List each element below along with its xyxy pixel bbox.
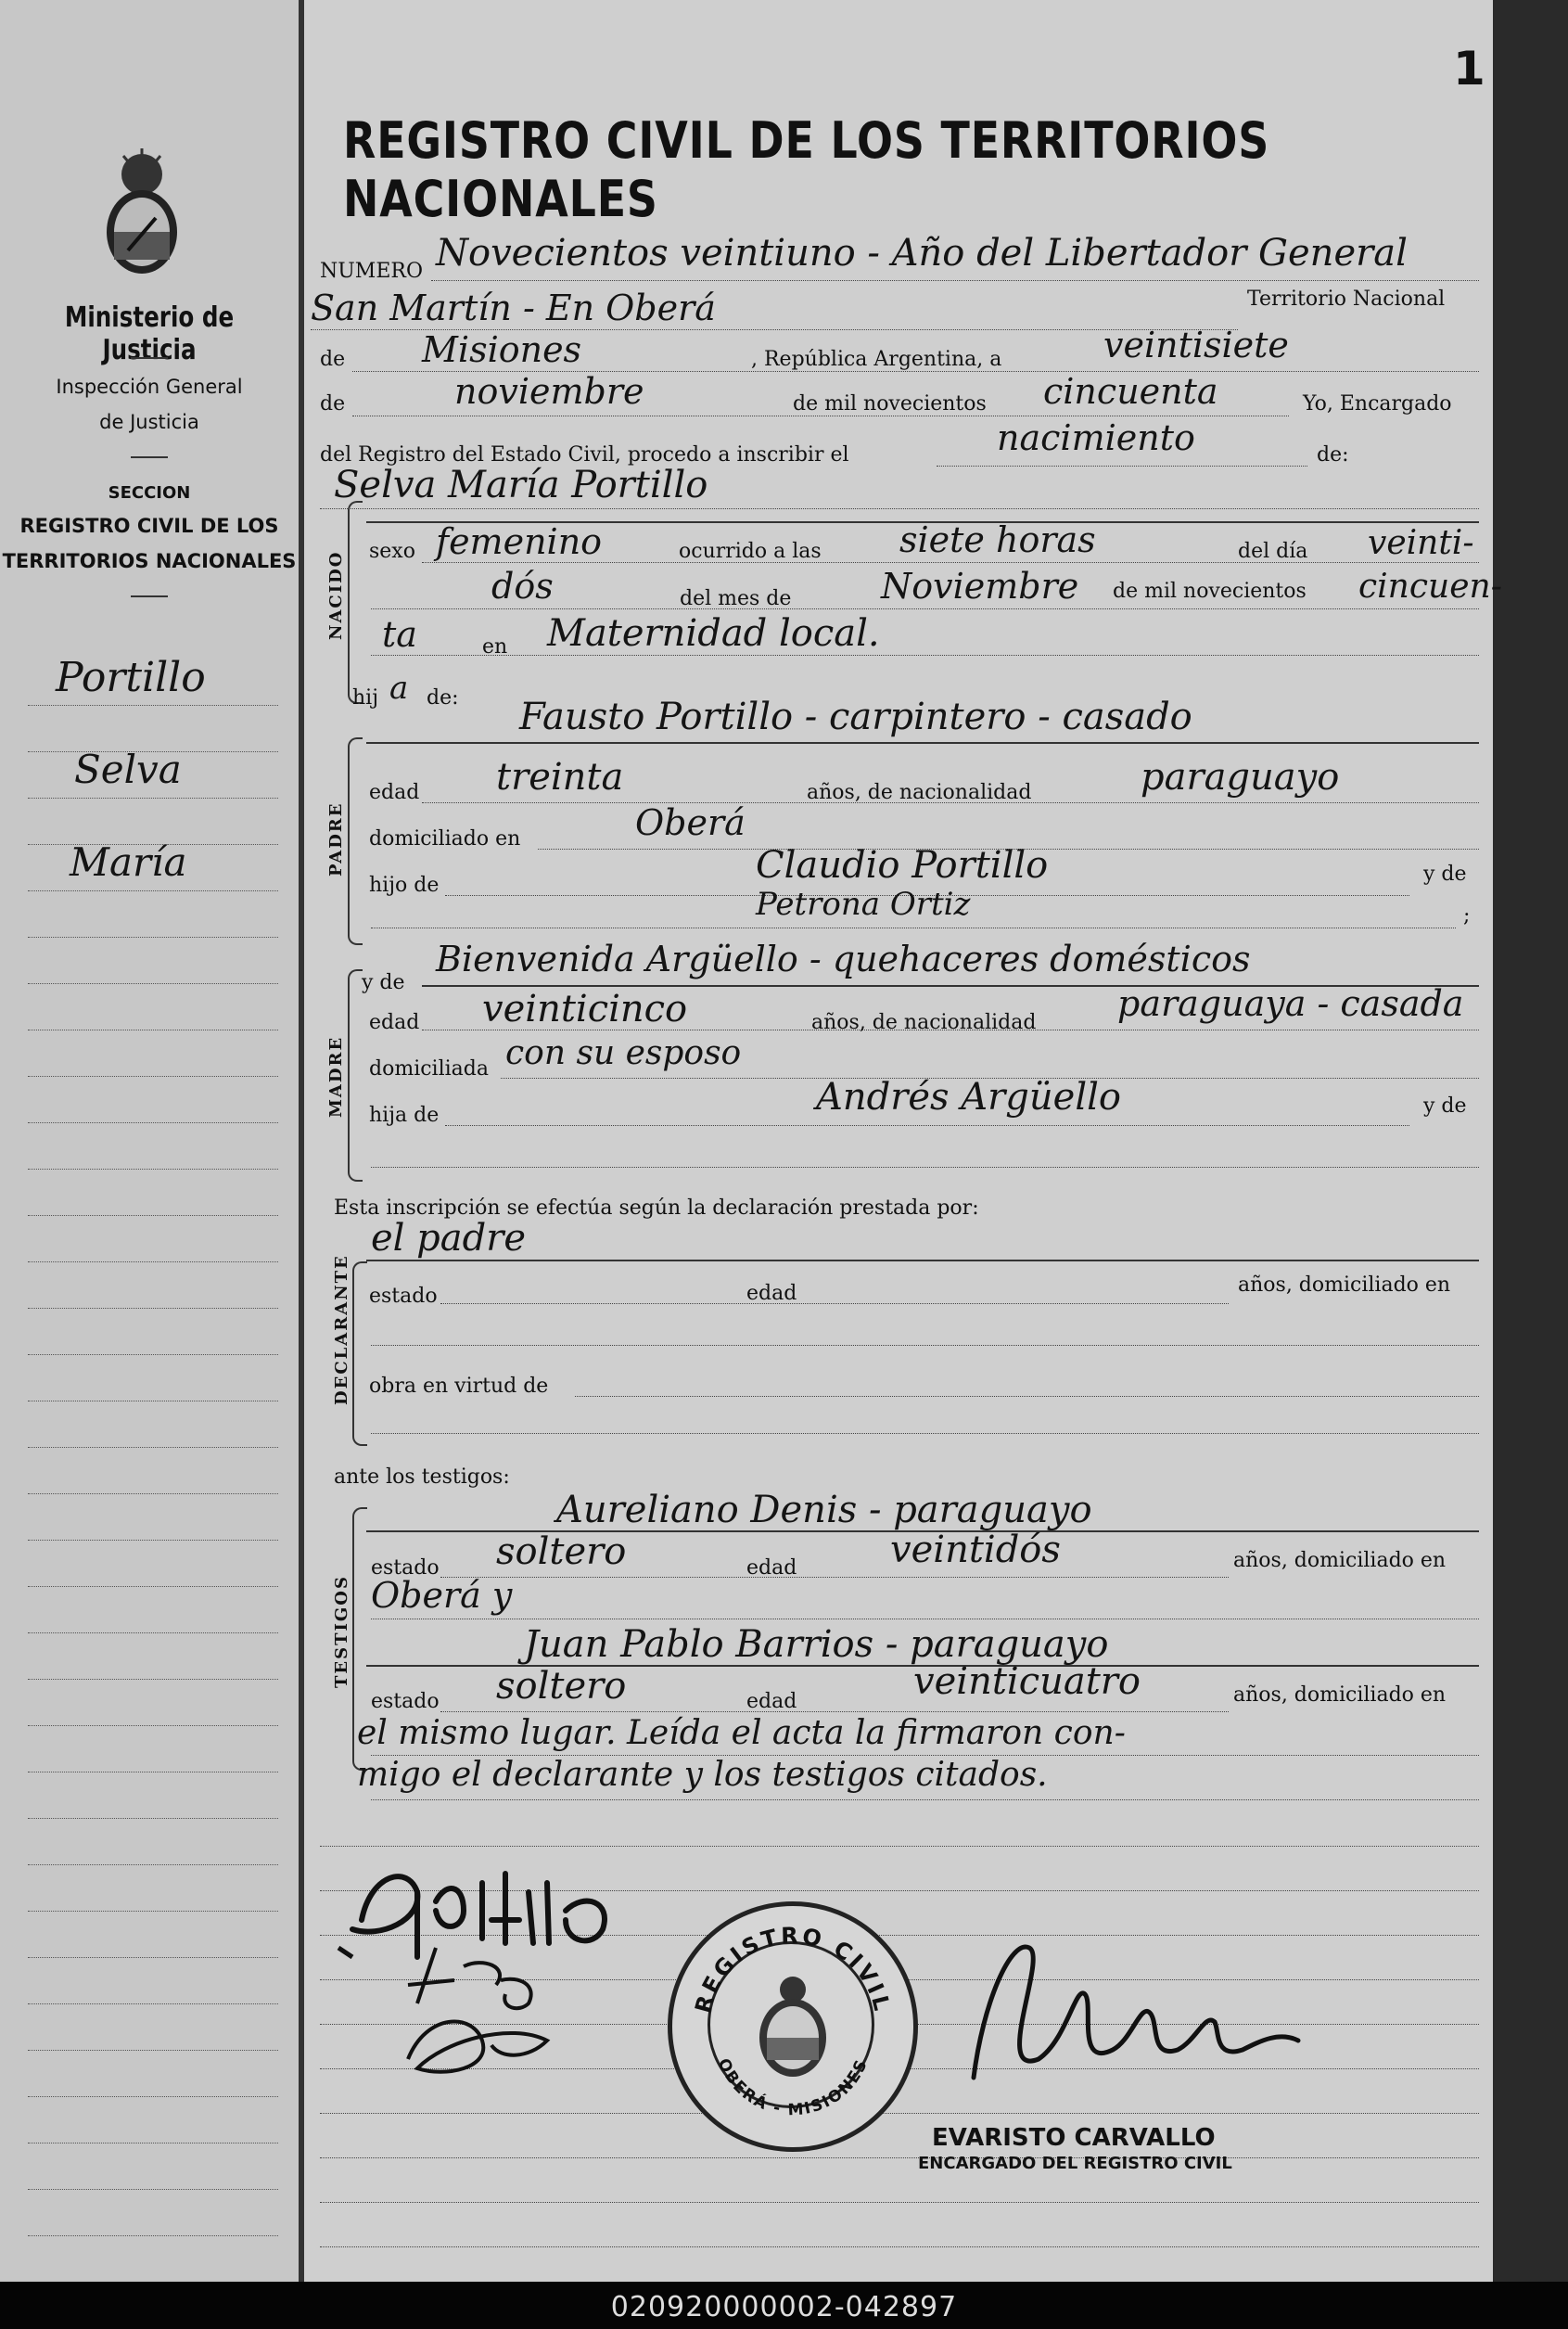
madre-domicilio: con su esposo <box>505 1034 742 1072</box>
seal-text-ring <box>672 1906 913 2147</box>
seal-bottom-text: OBERÁ - MISIONES <box>713 2055 873 2120</box>
sexo-value: femenino <box>436 521 603 562</box>
stub-rule <box>28 1493 278 1494</box>
declarante-bracket <box>352 1261 367 1446</box>
yo-label: Yo, Encargado <box>1303 392 1452 416</box>
stub-rule <box>28 2189 278 2190</box>
acto-value: nacimiento <box>997 417 1195 458</box>
stub-rule <box>28 1540 278 1541</box>
hij-label: hij <box>352 686 379 710</box>
testigo1-estado: soltero <box>496 1530 627 1573</box>
testigo1-nombre: Aureliano Denis - paraguayo <box>556 1489 1092 1531</box>
declarante-nombre: el padre <box>371 1217 527 1260</box>
domicilia-label: domiciliada <box>369 1057 489 1081</box>
declarante-label: DECLARANTE <box>332 1254 351 1405</box>
divider <box>131 357 168 359</box>
domicilio-label: domiciliado en <box>369 827 521 851</box>
stub-rule <box>28 1679 278 1680</box>
hora-value: siete horas <box>899 519 1096 560</box>
day-value: veintisiete <box>1103 325 1289 365</box>
page-edge-shadow <box>1493 0 1568 2329</box>
rule <box>320 508 1479 509</box>
coat-of-arms-icon <box>100 148 184 278</box>
signature-rule <box>320 2157 1479 2158</box>
abuelo-paterno: Claudio Portillo <box>756 844 1049 887</box>
signature-testigo-2 <box>389 1994 575 2096</box>
divider <box>131 595 168 597</box>
en-label: en <box>482 635 508 659</box>
estado-label-2: estado <box>371 1690 440 1713</box>
record-stub <box>0 0 301 2282</box>
rule <box>371 1799 1479 1800</box>
madre-y-de-label: y de <box>362 971 405 994</box>
registro-label: del Registro del Estado Civil, procedo a inscribir el <box>320 443 849 467</box>
stub-rule <box>28 751 278 752</box>
stub-surname: Portillo <box>56 654 206 701</box>
anio-value-a: cincuen- <box>1358 568 1502 606</box>
document-id: 020920000002-042897 <box>610 2291 958 2323</box>
stub-given-name-1: Selva <box>74 747 182 792</box>
stub-rule <box>28 1215 278 1216</box>
inspection-line1: Inspección General <box>56 376 243 398</box>
section-name-line1: REGISTRO CIVIL DE LOS <box>19 515 279 537</box>
testigo2-nombre: Juan Pablo Barrios - paraguayo <box>524 1623 1109 1666</box>
anio-value-b: ta <box>382 614 417 655</box>
closing-line-1: el mismo lugar. Leída el acta la firmaron con- <box>357 1714 1126 1752</box>
hij-de-label: de: <box>427 686 459 710</box>
nacido-label: NACIDO <box>326 550 346 640</box>
testigo1-domicilio: Oberá y <box>371 1575 513 1616</box>
stub-rule <box>28 844 278 845</box>
rule <box>366 742 1479 744</box>
numero-value: Novecientos veintiuno - Año del Libertador General <box>436 232 1408 275</box>
padre-edad: treinta <box>496 756 624 799</box>
stub-rule <box>28 2235 278 2236</box>
mil-label: de mil novecientos <box>793 392 987 416</box>
stub-rule <box>28 1169 278 1170</box>
stub-rule <box>28 1632 278 1633</box>
section-name-line2: TERRITORIOS NACIONALES <box>2 550 297 572</box>
stub-rule <box>28 2050 278 2051</box>
stub-rule <box>28 1586 278 1587</box>
officer-title: ENCARGADO DEL REGISTRO CIVIL <box>918 2154 1232 2173</box>
de-label: de <box>320 348 346 371</box>
signature-rule <box>320 2246 1479 2247</box>
nacido-bracket <box>348 501 363 704</box>
estado-label: estado <box>371 1556 440 1580</box>
anios-domicilio-label: años, domiciliado en <box>1233 1549 1447 1572</box>
stub-rule <box>28 1354 278 1355</box>
form-title: REGISTRO CIVIL DE LOS TERRITORIOS NACIONALES <box>343 111 1270 228</box>
rule <box>937 466 1307 467</box>
padre-bracket <box>348 737 363 945</box>
stub-rule <box>28 890 278 891</box>
stub-rule <box>28 1818 278 1819</box>
sexo-label: sexo <box>369 540 415 563</box>
rule <box>371 608 1479 609</box>
madre-nacionalidad: paraguaya - casada <box>1117 983 1464 1024</box>
rule <box>445 1125 1409 1126</box>
stub-rule <box>28 1957 278 1958</box>
y-de-label-2: y de <box>1423 1094 1467 1118</box>
mes-value: Noviembre <box>881 566 1079 607</box>
stub-rule <box>28 705 278 706</box>
civil-registry-seal <box>668 1901 918 2152</box>
seal-top-text: REGISTRO CIVIL <box>690 1922 896 2016</box>
anios-label: años, de nacionalidad <box>811 1011 1037 1034</box>
stub-rule <box>28 983 278 984</box>
hij-suffix: a <box>389 670 409 707</box>
stub-rule <box>28 1122 278 1123</box>
stub-rule <box>28 1447 278 1448</box>
month-value: noviembre <box>454 371 644 412</box>
stub-rule <box>28 1308 278 1309</box>
rule <box>371 655 1479 656</box>
edad-label: edad <box>369 781 420 804</box>
del-mes-label: del mes de <box>680 587 792 610</box>
ministry-name: Ministerio de Justicia <box>64 301 235 366</box>
ocurrido-label: ocurrido a las <box>679 540 822 563</box>
territorio-value: Misiones <box>422 329 582 370</box>
abuelo-materno: Andrés Argüello <box>816 1076 1122 1119</box>
testigo2-estado: soltero <box>496 1665 627 1708</box>
rule <box>422 562 1479 563</box>
numero-label: NUMERO <box>320 260 423 283</box>
divider <box>131 456 168 458</box>
semicolon: ; <box>1463 904 1471 928</box>
abuela-paterna: Petrona Ortiz <box>756 886 971 923</box>
stub-rule <box>28 1725 278 1726</box>
closing-line-2: migo el declarante y los testigos citados. <box>357 1756 1048 1794</box>
rule <box>575 1396 1479 1397</box>
lugar-value: Maternidad local. <box>547 612 880 655</box>
stub-rule <box>28 798 278 799</box>
year-value: cincuenta <box>1043 371 1218 412</box>
de-colon-label: de: <box>1317 443 1349 467</box>
estado-label: estado <box>369 1285 438 1308</box>
officer-name: EVARISTO CARVALLO <box>932 2124 1216 2152</box>
rule <box>440 1711 1229 1712</box>
inspection-line2: de Justicia <box>99 411 199 433</box>
territorio-label: Territorio Nacional <box>1247 288 1446 311</box>
padre-domicilio: Oberá <box>635 802 746 843</box>
stub-rule <box>28 1864 278 1865</box>
hija-de-label: hija de <box>369 1104 440 1127</box>
signature-rule <box>320 2202 1479 2203</box>
madre-bracket <box>348 969 363 1182</box>
testigos-label: TESTIGOS <box>332 1575 351 1688</box>
republica-label: , República Argentina, a <box>751 348 1002 371</box>
mil-label: de mil novecientos <box>1113 580 1307 603</box>
de-label-2: de <box>320 392 346 416</box>
testigos-intro: ante los testigos: <box>334 1465 510 1489</box>
svg-text:OBERÁ - MISIONES <box>714 2055 873 2119</box>
rule <box>431 280 1479 281</box>
stub-rule <box>28 937 278 938</box>
anios-label: años, de nacionalidad <box>807 781 1032 804</box>
edad-label: edad <box>746 1556 797 1580</box>
declaracion-intro: Esta inscripción se efectúa según la declaración prestada por: <box>334 1196 979 1220</box>
madre-nombre: Bienvenida Argüello - quehaceres domésticos <box>436 939 1251 979</box>
edad-label: edad <box>369 1011 420 1034</box>
hijo-de-label: hijo de <box>369 874 440 897</box>
rule <box>371 1167 1479 1168</box>
stub-rule <box>28 1076 278 1077</box>
testigo2-edad: veinticuatro <box>913 1660 1141 1703</box>
rule <box>440 1303 1229 1304</box>
stub-rule <box>28 2096 278 2097</box>
edad-label: edad <box>746 1282 797 1305</box>
stub-given-name-2: María <box>70 839 187 885</box>
rule <box>371 1345 1479 1346</box>
stub-rule <box>28 1911 278 1912</box>
place-value: San Martín - En Oberá <box>311 288 716 328</box>
newborn-name: Selva María Portillo <box>334 464 708 506</box>
dia-value-b: dós <box>491 566 554 607</box>
edad-label-2: edad <box>746 1690 797 1713</box>
rule <box>366 1260 1479 1261</box>
section-label: SECCION <box>108 483 191 503</box>
signature-rule <box>320 1846 1479 1847</box>
padre-label: PADRE <box>326 801 346 877</box>
anios-domicilio-label-2: años, domiciliado en <box>1233 1683 1447 1707</box>
rule <box>440 1577 1229 1578</box>
page-number: 1 <box>1453 42 1485 96</box>
signature-officer <box>937 1911 1307 2124</box>
form-margin-line <box>301 0 304 2282</box>
anios-domicilio-label: años, domiciliado en <box>1238 1273 1451 1297</box>
stub-rule <box>28 2003 278 2004</box>
madre-label: MADRE <box>326 1035 346 1118</box>
padre-nacionalidad: paraguayo <box>1141 756 1340 799</box>
del-dia-label: del día <box>1238 540 1308 563</box>
svg-text:REGISTRO CIVIL <box>690 1923 896 2016</box>
dia-value-a: veinti- <box>1368 524 1474 562</box>
y-de-label: y de <box>1423 863 1467 886</box>
madre-edad: veinticinco <box>482 988 688 1030</box>
testigo1-edad: veintidós <box>890 1529 1061 1571</box>
padre-nombre: Fausto Portillo - carpintero - casado <box>519 696 1192 738</box>
stub-rule <box>28 1261 278 1262</box>
rule <box>422 802 1479 803</box>
rule <box>371 1433 1479 1434</box>
obra-label: obra en virtud de <box>369 1375 549 1398</box>
